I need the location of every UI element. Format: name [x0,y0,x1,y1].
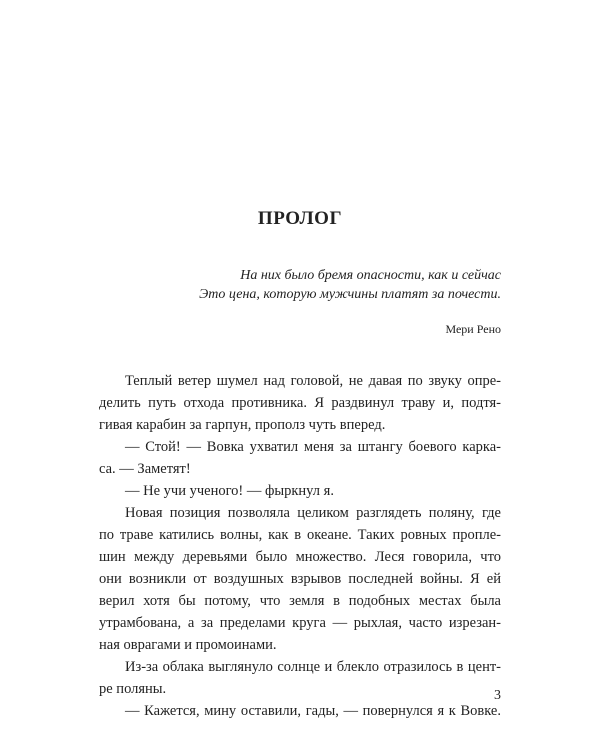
text-line: са. — Заметят! [99,461,191,477]
epigraph [199,266,501,304]
chapter-title: ПРОЛОГ [257,208,343,229]
body-text [99,370,501,722]
text-line: Теплый ветер шумел над головой, не давая по звуку опре- [125,373,501,389]
text-line: верил хотя бы потому, что земля в подобных местах была [99,593,501,609]
text-line: Из-за облака выглянуло солнце и блекло отразилось в цент- [125,659,501,675]
text-line: ре поляны. [99,681,167,697]
text-line: они возникли от воздушных взрывов последней войны. Я ей [99,571,501,587]
text-line: утрамбована, а за пределами круга — рыхлая, часто изрезан- [99,615,501,631]
page-number: 3 [494,688,501,703]
epigraph-line: Это цена, которую мужчины платят за почести. [199,287,501,302]
text-line: — Стой! — Вовка ухватил меня за штангу боевого карка- [125,439,501,455]
text-line: — Кажется, мину оставили, гады, — повернулся я к Вовке. [125,703,501,719]
text-line: по траве катились волны, как в океане. Таких ровных пропле- [99,527,501,543]
text-line: — Не учи ученого! — фыркнул я. [125,483,334,499]
epigraph-author: Мери Рено [445,322,501,336]
text-line: ная оврагами и промоинами. [99,637,277,653]
epigraph-line: На них было бремя опасности, как и сейчас [240,268,501,283]
text-line: шин между деревьями было множество. Леся говорила, что [99,549,501,565]
text-line: делить путь отхода противника. Я раздвинул траву и, подтя- [99,395,501,411]
text-line: Новая позиция позволяла целиком разглядеть поляну, где [125,505,501,521]
text-line: гивая карабин за гарпун, прополз чуть вперед. [99,417,386,433]
